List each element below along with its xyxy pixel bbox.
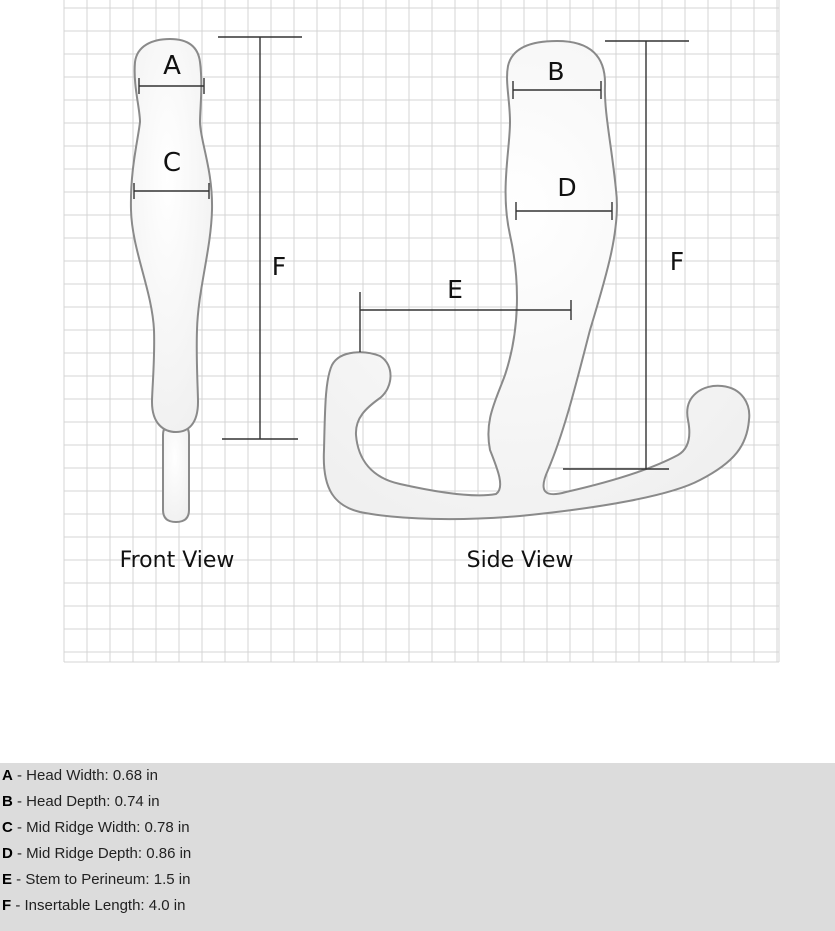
spec-text: - Insertable Length: 4.0 in xyxy=(11,897,186,914)
front-view-label: Front View xyxy=(119,548,235,573)
spec-key: D xyxy=(2,845,13,862)
side-view-label: Side View xyxy=(466,548,574,573)
spec-text: - Head Width: 0.68 in xyxy=(12,767,158,784)
marker-d: D xyxy=(557,173,577,202)
marker-f-side: F xyxy=(669,247,685,276)
spec-row xyxy=(0,791,835,817)
spec-text: - Mid Ridge Width: 0.78 in xyxy=(12,819,190,836)
spec-text: - Head Depth: 0.74 in xyxy=(12,793,160,810)
spec-row xyxy=(0,765,835,791)
marker-a: A xyxy=(163,51,181,81)
dimension-specs-list xyxy=(0,763,835,931)
front-view-product xyxy=(131,39,212,522)
marker-b: B xyxy=(547,57,565,86)
spec-text: - Mid Ridge Depth: 0.86 in xyxy=(12,845,192,862)
spec-key: B xyxy=(2,793,13,810)
spec-key: A xyxy=(2,767,13,784)
spec-key: E xyxy=(2,871,13,888)
marker-f-front: F xyxy=(271,252,287,281)
spec-key: C xyxy=(2,819,13,836)
spec-key: F xyxy=(2,897,12,914)
marker-c: C xyxy=(162,148,182,178)
spec-row xyxy=(0,895,835,921)
marker-e: E xyxy=(447,275,463,304)
front-view-handle xyxy=(163,423,189,522)
spec-row xyxy=(0,869,835,895)
front-view-body xyxy=(131,39,212,432)
spec-row xyxy=(0,843,835,869)
spec-text: - Stem to Perineum: 1.5 in xyxy=(12,871,191,888)
spec-row xyxy=(0,817,835,843)
